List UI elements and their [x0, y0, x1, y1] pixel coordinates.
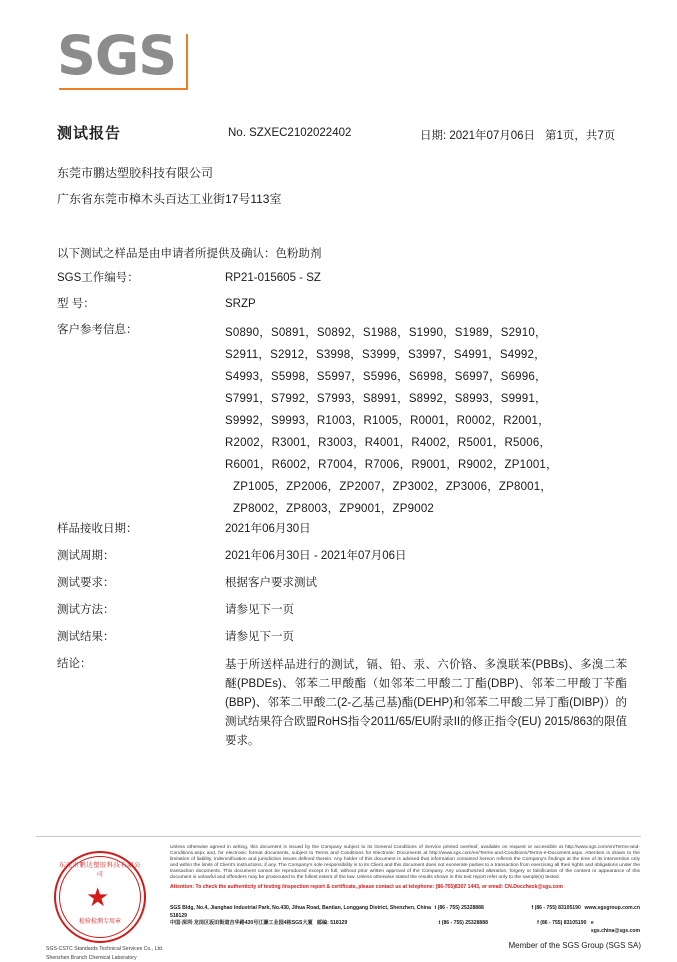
address-en: SGS Bldg, No.4, Jianghao Industrial Park, No.430, Jihua Road, Bantian, Longgang District, Shenzhen, China 518129 — [170, 905, 431, 919]
address-cn — [170, 920, 439, 935]
footer-address — [170, 905, 640, 935]
sample-statement: 以下测试之样品是由申请者所提供及确认：色粉助剂 — [57, 248, 322, 260]
stamp-bottom-text: 检验检测专用章 — [78, 919, 121, 925]
field-row — [57, 575, 627, 592]
ref-line: S2911，S2912，S3998，S3999，S3997，S4991，S4992， — [225, 349, 546, 361]
field-value: 2021年06月30日 - 2021年07月06日 — [225, 550, 407, 562]
customer-reference-row — [57, 322, 627, 520]
field-row — [57, 629, 627, 646]
field-label: 测试周期： — [57, 550, 115, 562]
sgs-logo — [57, 24, 257, 90]
field-label: 型 号： — [57, 298, 95, 310]
field-value: 根据客户要求测试 — [225, 577, 317, 589]
stamp-caption-line1: SGS-CSTC Standards Technical Services Co., Ltd. — [46, 946, 164, 952]
address-fax-cn: f (86 - 755) 83105190 — [537, 920, 587, 927]
conclusion-row — [57, 656, 627, 751]
footer-divider — [36, 836, 641, 837]
field-label: 测试结果： — [57, 631, 115, 643]
stamp-caption-line2: Shenzhen Branch Chemical Laboratory — [46, 955, 137, 961]
field-row — [57, 602, 627, 619]
field-list-top — [57, 270, 627, 529]
logo-tick — [186, 34, 188, 90]
address-tel-cn: t (86 - 755) 25328888 — [438, 920, 488, 927]
field-label: 测试要求： — [57, 577, 115, 589]
sgs-group-member: Member of the SGS Group (SGS SA) — [508, 941, 641, 950]
stamp-top-text: 东莞市鹏达塑胶科技有限公司 — [59, 863, 141, 878]
field-list-bottom — [57, 521, 627, 761]
field-value: SRZP — [225, 298, 256, 310]
report-date: 日期: 2021年07月06日 — [420, 130, 536, 142]
field-label: 测试方法： — [57, 604, 115, 616]
field-value: 2021年06月30日 — [225, 523, 311, 535]
address-tel-en: t (86 - 755) 25328888 — [434, 905, 484, 911]
conclusion-text: 基于所送样品进行的测试，镉、铅、汞、六价铬、多溴联苯(PBBs)、多溴二苯醚(PBDEs)、邻苯二甲酸酯（如邻苯二甲酸二丁酯(DBP)、邻苯二甲酸丁苄酯(BBP)、邻苯二甲酸二(2-乙基己基)酯(DEHP)和邻苯二甲酸二异丁酯(DIBP)）的测试结果符合欧盟RoHS指令2011/65/EU附录II的修正指令(EU) 2015/863的限值要求。 — [225, 659, 627, 747]
legal-disclaimer — [170, 845, 640, 890]
ref-line: S0890，S0891，S0892，S1988，S1990，S1989，S2910， — [225, 327, 547, 339]
sgs-logo-text: SGS — [57, 24, 177, 87]
field-row — [57, 548, 627, 565]
address-cn-text: 中国·深圳·龙岗区坂田街道吉华路430号江灏工业园4栋SGS大厦 — [170, 920, 313, 927]
ref-line: S7991，S7992，S7993，S8991，S8992，S8993，S9991， — [225, 393, 547, 405]
field-row — [57, 296, 627, 313]
ref-line: R2002，R3001，R3003，R4001，R4002，R5001，R5006， — [225, 437, 552, 449]
star-icon: ★ — [86, 882, 110, 912]
field-label: 样品接收日期： — [57, 523, 138, 535]
field-value: 请参见下一页 — [225, 631, 294, 643]
page-title: 测试报告 — [57, 125, 122, 142]
field-value: RP21-015605 - SZ — [225, 272, 321, 284]
ref-line: ZP1005，ZP2006，ZP2007，ZP3002，ZP3006，ZP8001， — [233, 481, 553, 493]
page-indicator: 第1页，共7页 — [545, 130, 616, 142]
address-website[interactable]: www.sgsgroup.com.cn — [584, 905, 641, 911]
conclusion-label: 结论： — [57, 658, 92, 670]
field-row — [57, 270, 627, 287]
address-row-en — [170, 905, 640, 920]
ref-line: S9992，S9993，R1003，R1005，R0001，R0002，R2001， — [225, 415, 550, 427]
field-label: 客户参考信息： — [57, 324, 138, 336]
address-fax-en: f (86 - 755) 83105190 — [531, 905, 581, 911]
customer-reference-values — [225, 322, 627, 520]
field-label: SGS工作编号： — [57, 272, 139, 284]
field-row — [57, 521, 627, 538]
ref-line: R6001，R6002，R7004，R7006，R9001，R9002，ZP1001， — [225, 459, 558, 471]
ref-line: ZP8002，ZP8003，ZP9001，ZP9002 — [233, 503, 435, 515]
company-address: 广东省东莞市樟木头百达工业街17号113室 — [57, 192, 282, 206]
legal-attention: Attention: To check the authenticity of testing /inspection report & certificate, please contact us at telephone: (86-755)8307 1443, or email: CN.Doccheck@sgs.com — [170, 883, 563, 890]
address-zip: 邮编: 518129 — [316, 920, 348, 927]
company-stamp — [46, 848, 166, 961]
field-value: 请参见下一页 — [225, 604, 294, 616]
report-number: No. SZXEC2102022402 — [228, 127, 352, 139]
ref-line: S4993，S5998，S5997，S5996，S6998，S6997，S6996， — [225, 371, 547, 383]
legal-body: Unless otherwise agreed in writing, this document is issued by the Company subject to its General Conditions of Service printed overleaf, available on request or accessible at http://www.sgs.com/en/Terms-and-Conditions.aspx and, for electronic format documents, subject to Terms and Conditions for Electronic Documents at http://www.sgs.com/en/Terms-and-Conditions/Terms-e-Document.aspx. Attention is drawn to the limitation of liability, indemnification and jurisdiction issues defined therein. Any holder of this document is advised that information contained hereon reflects the Company's findings at the time of its intervention only and within the limits of Client's instructions, if any. The Company's sole responsibility is to its Client and this document does not exonerate parties to a transaction from exercising all their rights and obligations under the transaction documents. This document cannot be reproduced except in full, without prior written approval of the Company. Any unauthorized alteration, forgery or falsification of the content or appearance of this document is unlawful and offenders may be prosecuted to the fullest extent of the law. Unless otherwise stated the results shown in this test report refer only to the sample(s) tested. — [170, 845, 640, 881]
company-block — [57, 160, 281, 212]
company-name: 东莞市鹏达塑胶科技有限公司 — [57, 166, 214, 180]
address-email[interactable]: e sgs.china@sgs.com — [590, 920, 641, 934]
address-row-cn — [170, 920, 640, 935]
logo-underline — [59, 88, 187, 90]
